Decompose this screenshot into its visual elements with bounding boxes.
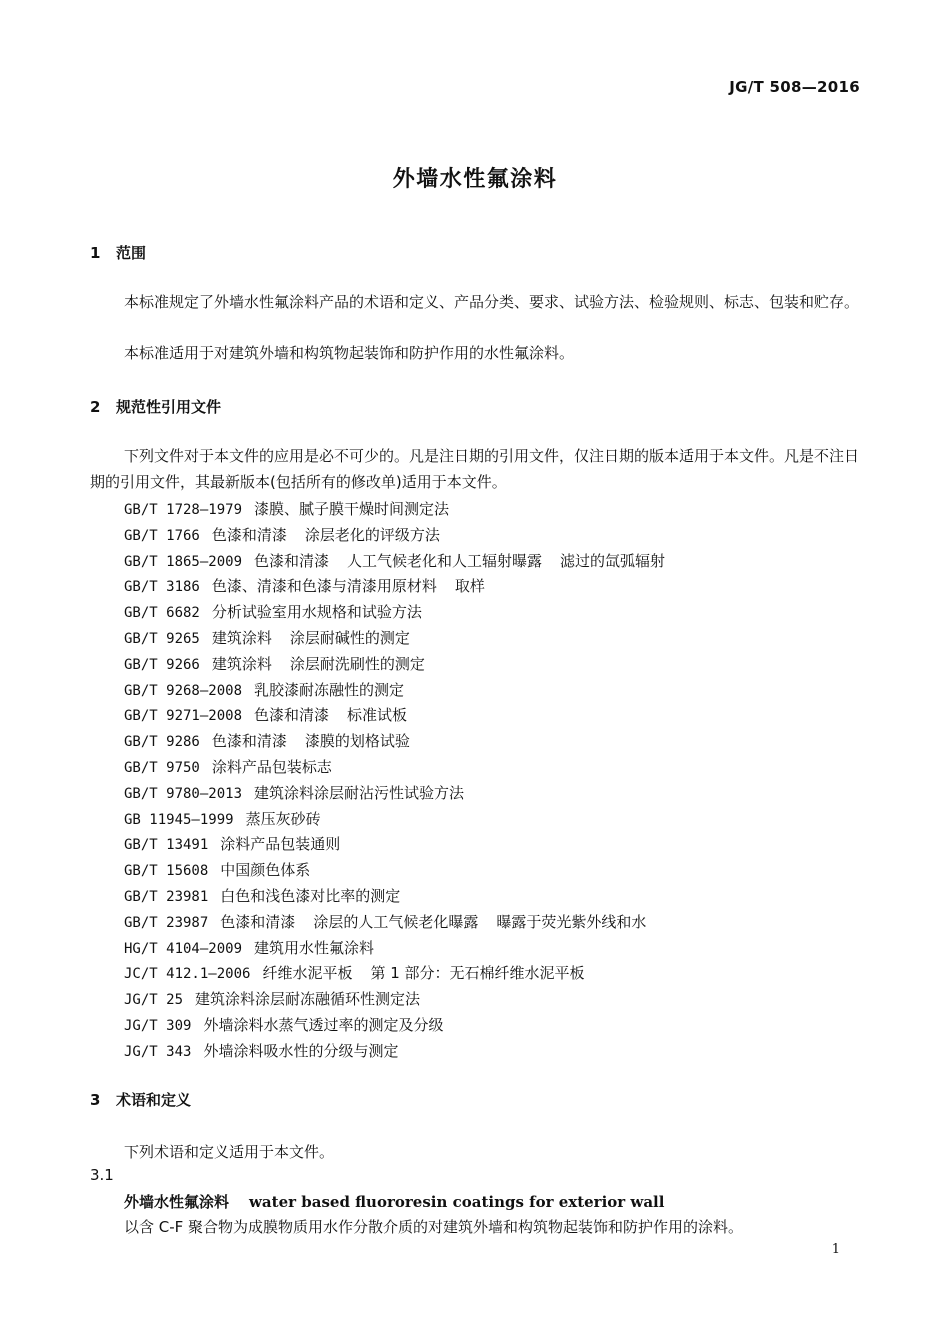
section-3-intro: 下列术语和定义适用于本文件。 [124,1143,335,1161]
reference-item [124,988,438,1009]
reference-code: GB/T 9286 [124,734,200,751]
paragraph-text: 下列文件对于本文件的应用是必不可少的。凡是注日期的引用文件，仅注日期的版本适用于本文件。凡是不注日期的引用文件，其最新版本(包括所有的修改单)适用于本文件。 [90,447,860,491]
reference-title-part: 色漆和清漆 [211,525,287,544]
term-chinese: 外墙水性氟涂料 [124,1193,230,1211]
reference-item [124,601,440,622]
reference-code: JG/T 25 [124,992,184,1009]
reference-title-part: 漆膜、腻子膜干燥时间测定法 [254,500,450,518]
reference-title-part: 建筑涂料涂层耐冻融循环性测定法 [195,990,421,1009]
reference-title-part: 曝露于荧光紫外线和水 [496,912,647,931]
reference-item [124,550,683,571]
reference-item [124,808,339,829]
section-number: 1 [90,244,101,262]
reference-item [124,498,467,519]
reference-title-part: 色漆和清漆 [220,912,296,931]
reference-title-part: 外墙涂料水蒸气透过率的测定及分级 [203,1016,444,1034]
term-english: water based fluororesin coatings for exterior wall [249,1193,665,1211]
reference-code: GB/T 9266 [124,656,200,673]
section-1-heading [90,242,146,263]
term-definition: 以含 C-F 聚合物为成膜物质用水作分散介质的对建筑外墙和构筑物起装饰和防护作用的涂料。 [124,1218,744,1236]
reference-code: GB/T 23987 [124,914,209,931]
reference-title-part: 蒸压灰砂砖 [245,809,321,828]
reference-title-part: 白色和浅色漆对比率的测定 [220,887,401,905]
reference-title-part: 外墙涂料吸水性的分级与测定 [203,1041,399,1060]
reference-item [124,524,458,545]
reference-code: GB/T 13491 [124,837,209,854]
reference-title-part: 涂层耐洗刷性的测定 [289,654,425,673]
reference-item [124,1014,461,1035]
page-number: 1 [831,1242,840,1257]
paragraph-text: 本标准适用于对建筑外墙和构筑物起装饰和防护作用的水性氟涂料。 [124,344,575,362]
reference-item [124,756,350,777]
reference-title-part: 乳胶漆耐冻融性的测定 [254,680,405,699]
standard-number: JG/T 508—2016 [729,78,860,96]
reference-item [124,1040,416,1061]
reference-title-part: 色漆、清漆和色漆与清漆用原材料 [211,577,437,596]
reference-title-part: 涂层老化的评级方法 [304,525,440,544]
paragraph-text: 本标准规定了外墙水性氟涂料产品的术语和定义、产品分类、要求、试验方法、检验规则、标志、包装和贮存。 [124,293,860,311]
reference-title-part: 色漆和清漆 [254,551,330,570]
reference-title-part: 涂层的人工气候老化曝露 [313,912,479,931]
reference-code: GB/T 9271—2008 [124,708,243,725]
reference-code: GB/T 9265 [124,631,200,647]
reference-title-part: 滤过的氙弧辐射 [560,551,666,570]
reference-item [124,730,428,751]
reference-code: GB/T 23981 [124,889,209,905]
section-1-paragraph-1 [90,289,862,315]
reference-title-part: 建筑用水性氟涂料 [254,938,375,957]
reference-title-part: 第 1 部分：无石棉纤维水泥平板 [370,964,585,983]
reference-code: GB/T 6682 [124,605,200,622]
reference-item [124,911,664,932]
reference-code: GB/T 9268—2008 [124,682,243,699]
reference-item [124,679,422,700]
reference-item [124,704,425,725]
document-title: 外墙水性氟涂料 [392,167,558,192]
section-2-intro [90,443,862,495]
section-number: 3 [90,1091,101,1109]
section-title: 术语和定义 [116,1091,192,1109]
reference-item [124,885,418,906]
reference-title-part: 涂料产品包装标志 [211,758,332,776]
reference-title-part: 建筑涂料涂层耐沾污性试验方法 [254,783,465,802]
reference-item [124,653,443,674]
reference-item [124,782,482,803]
reference-code: JG/T 309 [124,1018,192,1034]
reference-item [124,859,328,880]
reference-item [124,962,603,983]
reference-title-part: 纤维水泥平板 [262,964,353,983]
reference-item [124,937,392,958]
reference-title-part: 分析试验室用水规格和试验方法 [211,603,422,622]
reference-item [124,627,428,648]
reference-title-part: 色漆和清漆 [211,732,287,751]
reference-title-part: 涂料产品包装通则 [220,835,341,854]
term-entry [124,1191,664,1212]
reference-code: JG/T 343 [124,1043,192,1060]
reference-code: GB/T 15608 [124,863,209,880]
reference-item [124,833,358,854]
section-title: 规范性引用文件 [116,398,222,416]
reference-title-part: 建筑涂料 [211,654,272,673]
reference-title-part: 人工气候老化和人工辐射曝露 [347,551,543,570]
section-2-heading [90,396,221,417]
reference-code: GB/T 3186 [124,579,200,596]
reference-code: GB/T 9750 [124,760,200,776]
reference-code: GB/T 1766 [124,527,200,544]
reference-title-part: 漆膜的划格试验 [304,732,410,751]
section-3-heading [90,1089,191,1110]
section-number: 2 [90,398,101,416]
reference-title-part: 建筑涂料 [211,629,272,647]
reference-title-part: 标准试板 [347,706,408,725]
reference-code: HG/T 4104—2009 [124,940,243,957]
section-title: 范围 [116,244,147,262]
reference-title-part: 中国颜色体系 [220,861,311,880]
reference-title-part: 取样 [454,577,485,596]
reference-title-part: 色漆和清漆 [254,706,330,725]
subsection-number: 3.1 [90,1166,114,1184]
reference-title-part: 涂层耐碱性的测定 [289,629,410,647]
reference-item [124,575,503,596]
reference-code: GB/T 1728—1979 [124,502,243,518]
reference-code: GB/T 1865—2009 [124,553,243,570]
reference-code: GB 11945—1999 [124,811,234,828]
reference-code: JC/T 412.1—2006 [124,966,251,983]
section-1-paragraph-2 [90,340,862,366]
reference-code: GB/T 9780—2013 [124,785,243,802]
